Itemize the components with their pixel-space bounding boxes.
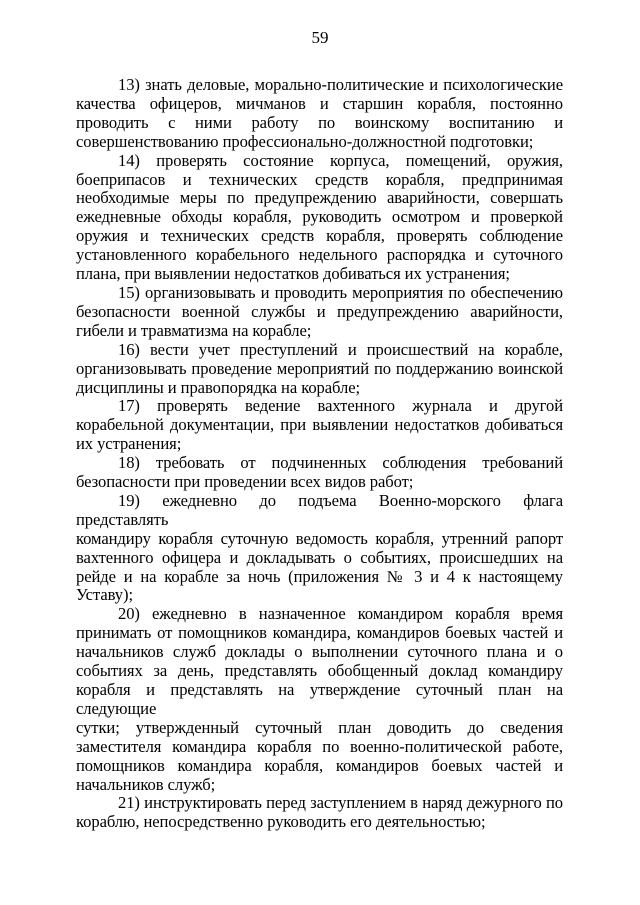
text-line: 20) ежедневно в назначенное командиром корабля время [118, 604, 563, 624]
text-line: сутки; утвержденный суточный план доводить до сведения [76, 717, 563, 737]
text-line: 16) вести учет преступлений и происшествий на корабле, [118, 339, 563, 359]
list-item [76, 284, 563, 341]
text-line: 14) проверять состояние корпуса, помещений, оружия, [118, 150, 563, 170]
document-body [76, 76, 563, 832]
list-item [76, 341, 563, 398]
text-line: корабельной документации, при выявлении недостатков добиваться [76, 415, 563, 435]
list-item [76, 397, 563, 454]
text-line: начальников служб; [76, 774, 216, 794]
text-line: их устранения; [76, 434, 182, 454]
text-line: начальников служб доклады о выполнении суточного плана и о [76, 642, 563, 662]
text-line: 18) требовать от подчиненных соблюдения требований [118, 453, 563, 473]
text-line: совершенствованию профессионально-должностной подготовки; [76, 131, 534, 151]
text-line: помощников командира корабля, командиров боевых частей и [76, 755, 563, 775]
text-line: командиру корабля суточную ведомость корабля, утренний рапорт [76, 528, 563, 548]
text-line: плана, при выявлении недостатков добиваться их устранения; [76, 264, 510, 284]
text-line: 15) организовывать и проводить мероприятия по обеспечению [118, 282, 563, 302]
text-line: проводить с ними работу по воинскому воспитанию и [76, 112, 563, 132]
text-line: рейде и на корабле за ночь (приложения № 3 и 4 к настоящему [76, 566, 563, 586]
text-line: организовывать проведение мероприятий по поддержанию воинской [76, 358, 563, 378]
text-line: 19) ежедневно до подъема Военно-морского флага представлять [76, 490, 563, 529]
text-line: оружия и технических средств корабля, проверять соблюдение [76, 226, 563, 246]
list-item [76, 492, 563, 605]
list-item [76, 76, 563, 152]
text-line: событиях за день, представлять обобщенный доклад командиру [76, 661, 563, 681]
text-line: гибели и травматизма на корабле; [76, 320, 312, 340]
text-line: Уставу); [76, 585, 133, 605]
text-line: качества офицеров, мичманов и старшин корабля, постоянно [76, 93, 563, 113]
text-line: безопасности при проведении всех видов работ; [76, 472, 414, 492]
text-line: 21) инструктировать перед заступлением в наряд дежурного по [118, 793, 563, 813]
list-item [76, 152, 563, 284]
text-line: ежедневные обходы корабля, руководить осмотром и проверкой [76, 207, 563, 227]
page-number: 59 [311, 28, 329, 47]
text-line: кораблю, непосредственно руководить его деятельностью; [76, 812, 486, 832]
text-line: 13) знать деловые, морально-политические и психологические [118, 75, 563, 94]
text-line: установленного корабельного недельного распорядка и суточного [76, 245, 563, 265]
text-line: вахтенного офицера и докладывать о событиях, происшедших на [76, 547, 563, 567]
text-line: дисциплины и правопорядка на корабле; [76, 377, 361, 397]
text-line: необходимые меры по предупреждению аварийности, совершать [76, 188, 563, 208]
text-line: безопасности военной службы и предупреждению аварийности, [76, 301, 563, 321]
text-line: боеприпасов и технических средств корабля, предпринимая [76, 169, 563, 189]
text-line: принимать от помощников командира, командиров боевых частей и [76, 623, 563, 643]
list-item [76, 454, 563, 492]
text-line: корабля и представлять на утверждение суточный план на следующие [76, 680, 563, 718]
text-line: заместителя командира корабля по военно-политической работе, [76, 736, 563, 756]
list-item [76, 605, 563, 794]
list-item [76, 794, 563, 832]
text-line: 17) проверять ведение вахтенного журнала и другой [118, 396, 563, 416]
